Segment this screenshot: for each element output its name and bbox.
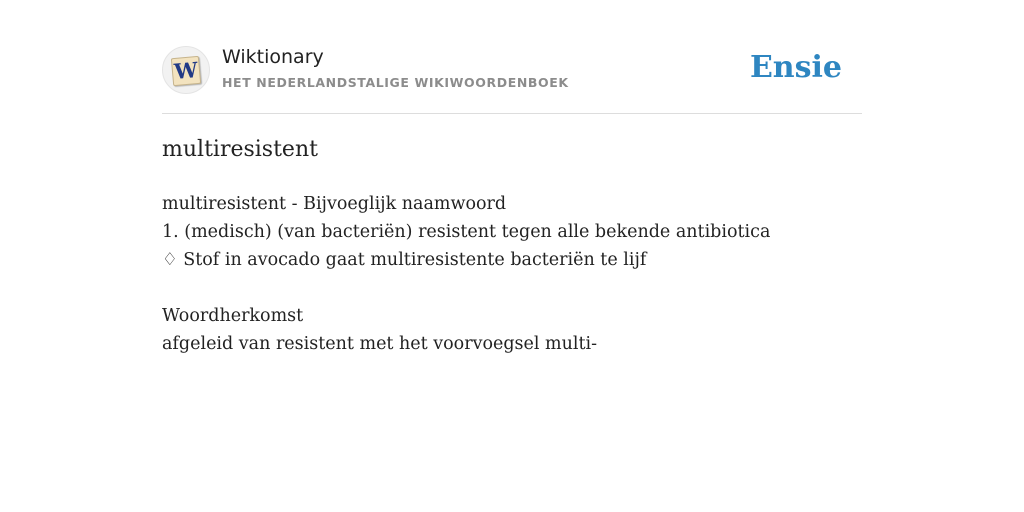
site-header xyxy=(162,46,862,96)
logo-tile: W xyxy=(171,56,201,86)
definition-example: ♢ Stof in avocado gaat multiresistente bacteriën te lijf xyxy=(162,250,647,270)
ensie-logo-link[interactable]: Ensie xyxy=(749,50,842,85)
etymology-heading: Woordherkomst xyxy=(162,306,304,326)
site-subtitle: HET NEDERLANDSTALIGE WIKIWOORDENBOEK xyxy=(222,75,569,90)
etymology-text: afgeleid van resistent met het voorvoegsel multi- xyxy=(162,334,598,354)
page-title: multiresistent xyxy=(162,137,318,162)
header-divider xyxy=(162,113,862,114)
section-spacer xyxy=(162,274,862,302)
site-title[interactable]: Wiktionary xyxy=(222,46,324,68)
entry-content xyxy=(162,190,862,358)
definition-sense: 1. (medisch) (van bacteriën) resistent tegen alle bekende antibiotica xyxy=(162,222,771,242)
definition-heading: multiresistent - Bijvoeglijk naamwoord xyxy=(162,194,507,214)
wiktionary-logo-icon[interactable] xyxy=(162,46,210,94)
